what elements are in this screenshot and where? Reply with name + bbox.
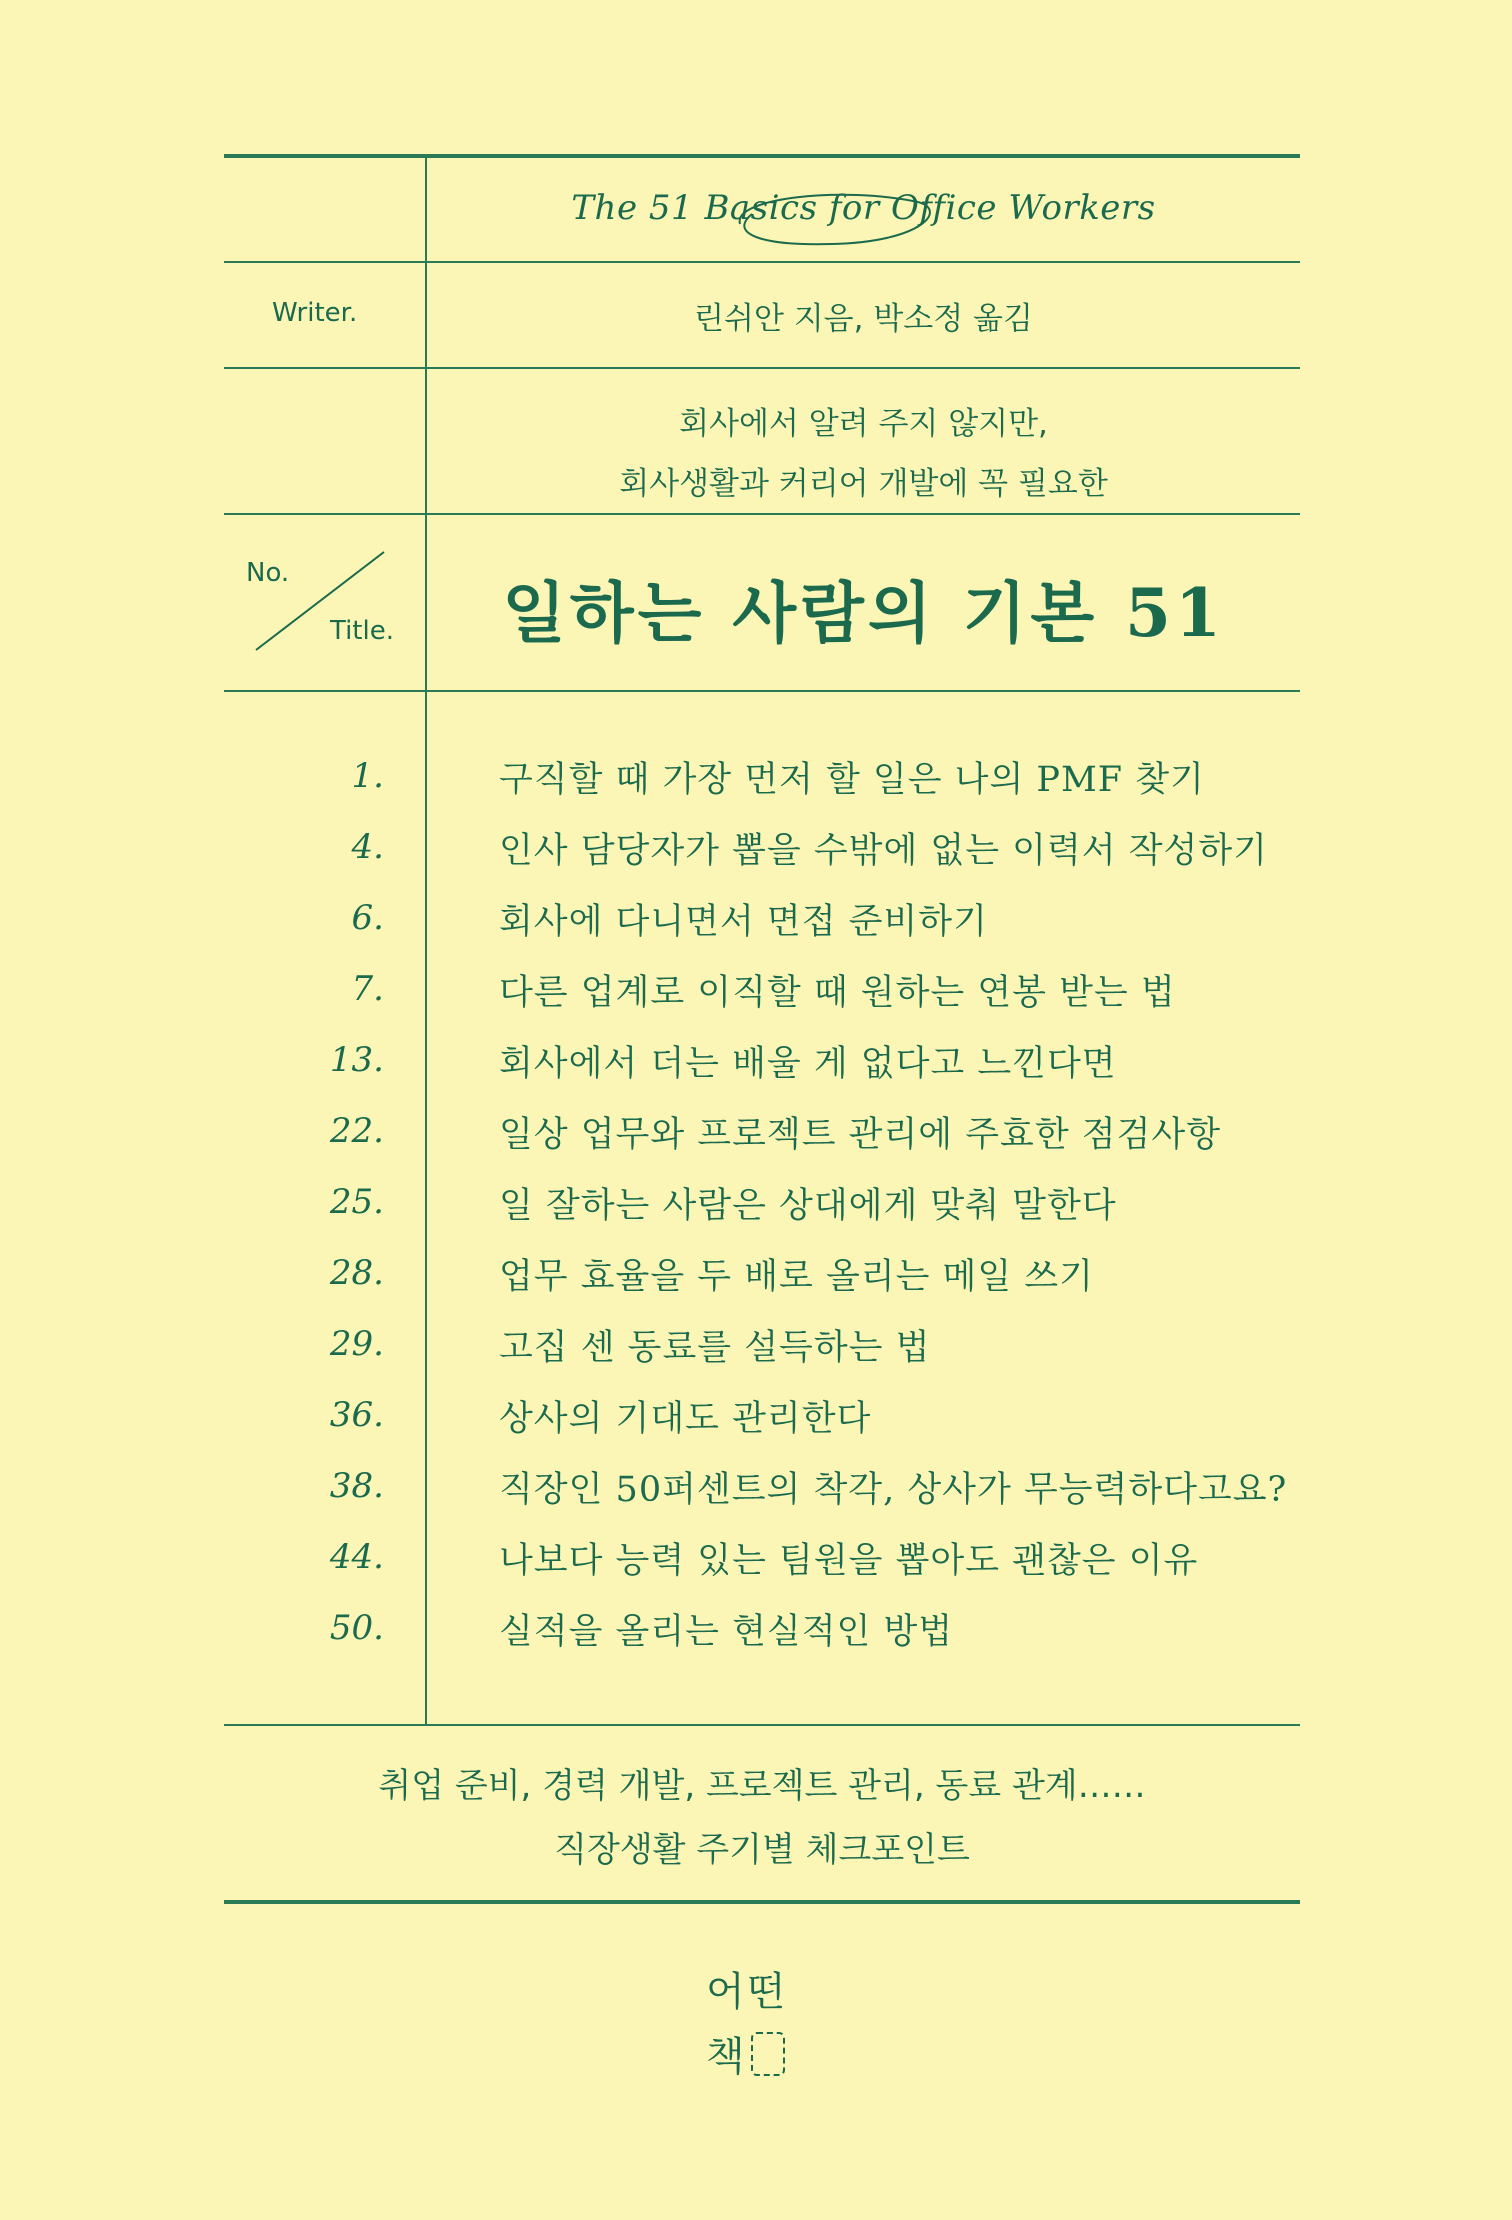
toc-row: [224, 819, 1300, 890]
toc-item-text: 구직할 때 가장 먼저 할 일은 나의 PMF 찾기: [499, 760, 1205, 800]
toc-number: 29.: [329, 1324, 384, 1364]
toc-item-text: 상사의 기대도 관리한다: [499, 1399, 872, 1439]
toc-item-text: 다른 업계로 이직할 때 원하는 연봉 받는 법: [499, 973, 1176, 1013]
toc-number: 44.: [329, 1537, 384, 1577]
subtitle: [427, 394, 1300, 514]
toc-item-text: 인사 담당자가 뽑을 수밖에 없는 이력서 작성하기: [499, 831, 1268, 871]
toc-row: [224, 1245, 1300, 1316]
tagline-line-2: 직장생활 주기별 체크포인트: [554, 1830, 970, 1870]
no-label: No.: [246, 558, 290, 588]
main-title: 일하는 사람의 기본 51: [502, 574, 1225, 652]
toc-item-text: 실적을 올리는 현실적인 방법: [499, 1612, 954, 1652]
toc-item-text: 회사에 다니면서 면접 준비하기: [499, 902, 988, 942]
toc-number: 13.: [329, 1040, 384, 1080]
toc-number: 50.: [329, 1608, 384, 1648]
toc-row: [224, 961, 1300, 1032]
toc-row: [224, 748, 1300, 819]
table-of-contents: [224, 748, 1300, 1671]
toc-number: 6.: [351, 898, 384, 938]
oval-accent-icon: [722, 184, 938, 250]
toc-item-text: 회사에서 더는 배울 게 없다고 느낀다면: [499, 1044, 1117, 1084]
rule-after-title: [224, 690, 1300, 692]
subtitle-line-2: 회사생활과 커리어 개발에 꼭 필요한: [619, 466, 1108, 502]
toc-number: 1.: [351, 756, 384, 796]
top-rule: [224, 154, 1300, 158]
rule-after-toc: [224, 1724, 1300, 1726]
publisher-line-2-text: 책: [706, 2034, 747, 2080]
rule-after-writer: [224, 367, 1300, 369]
toc-item-text: 일상 업무와 프로젝트 관리에 주효한 점검사항: [499, 1115, 1222, 1155]
toc-item-text: 업무 효율을 두 배로 올리는 메일 쓰기: [499, 1257, 1094, 1297]
toc-item-text: 나보다 능력 있는 팀원을 뽑아도 괜찮은 이유: [499, 1541, 1199, 1581]
toc-row: [224, 1529, 1300, 1600]
toc-row: [224, 1600, 1300, 1671]
bottom-rule: [224, 1900, 1300, 1904]
tagline-line-1: 취업 준비, 경력 개발, 프로젝트 관리, 동료 관계……: [378, 1766, 1146, 1806]
toc-row: [224, 1032, 1300, 1103]
writer-value: 린쉬안 지음, 박소정 옮김: [694, 301, 1033, 337]
toc-row: [224, 1458, 1300, 1529]
publisher-line-2: [706, 2025, 846, 2082]
toc-number: 22.: [329, 1111, 384, 1151]
toc-row: [224, 1103, 1300, 1174]
tagline: [224, 1754, 1300, 1882]
publisher-logo: [706, 1960, 846, 2110]
toc-row: [224, 1316, 1300, 1387]
english-title: The 51 Basics for Office Workers: [571, 188, 1156, 228]
toc-item-text: 직장인 50퍼센트의 착각, 상사가 무능력하다고요?: [499, 1470, 1288, 1510]
rule-after-en-title: [224, 261, 1300, 263]
toc-number: 36.: [329, 1395, 384, 1435]
publisher-line-1: 어떤: [706, 1969, 788, 2015]
toc-number: 38.: [329, 1466, 384, 1506]
toc-number: 28.: [329, 1253, 384, 1293]
title-label: Title.: [330, 616, 394, 646]
toc-number: 4.: [351, 827, 384, 867]
toc-item-text: 고집 센 동료를 설득하는 법: [499, 1328, 931, 1368]
toc-number: 7.: [351, 969, 384, 1009]
subtitle-line-1: 회사에서 알려 주지 않지만,: [679, 406, 1048, 442]
toc-row: [224, 1387, 1300, 1458]
toc-row: [224, 1174, 1300, 1245]
writer-label: Writer.: [272, 298, 358, 328]
toc-row: [224, 890, 1300, 961]
toc-number: 25.: [329, 1182, 384, 1222]
book-box-icon: [751, 2032, 785, 2076]
toc-item-text: 일 잘하는 사람은 상대에게 맞춰 말한다: [499, 1186, 1117, 1226]
